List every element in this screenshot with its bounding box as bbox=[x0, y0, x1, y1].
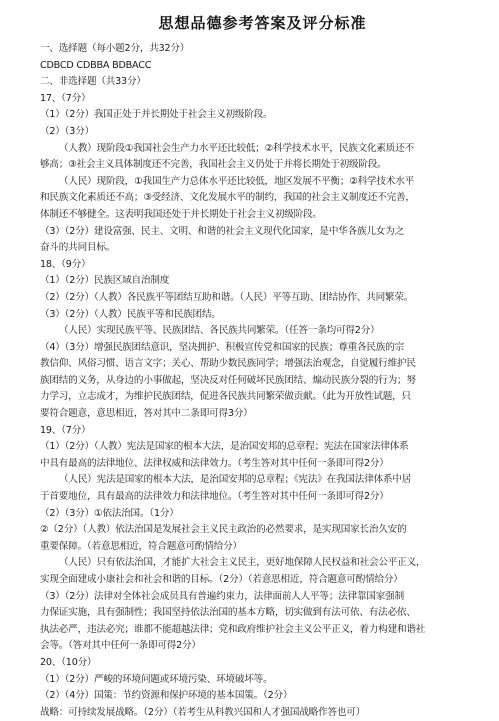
text-line: 要符合题意，意思相近，答对其中二条即可得3分） bbox=[40, 408, 253, 420]
text-line: （人民）现阶段，①我国生产力总体水平还比较低，地区发展不平衡；②科学技术水平 bbox=[59, 175, 414, 187]
text-line: 执法必严，违法必究；谁都不能超越法律；党和政府维护社会主义公平正义，着力构建和谐社 bbox=[40, 623, 426, 635]
text-line: 族团结的义务，从身边的小事做起，坚决反对任何破坏民族团结、煽动民族分裂的行为；努 bbox=[40, 374, 416, 386]
text-line: 体制还不够健全。这表明我国还处于并长期处于社会主义初级阶段。 bbox=[40, 208, 322, 220]
text-line: （人教）现阶段①我国社会生产力水平还比较低；②科学技术水平，民族文化素质还不 bbox=[59, 142, 414, 154]
text-line: （人民）宪法是国家的根本大法，是治国安邦的总章程；《宪法》在我国法律体系中居 bbox=[59, 474, 412, 486]
text-line: 二、非选择题（共33分） bbox=[40, 76, 146, 88]
text-line: 中具有最高的法律地位、法律权威和法律效力。（考生答对其中任何一条即可得2分） bbox=[40, 457, 389, 469]
text-line: （2）（3分）①依法治国。（1分） bbox=[40, 507, 179, 519]
text-line: （2）（4分）国策：节约资源和保护环境的基本国策。（2分） bbox=[40, 690, 293, 702]
document-body bbox=[40, 41, 485, 721]
text-line: （1）（2分）民族区域自治制度 bbox=[40, 275, 170, 287]
text-line: （2）（3分） bbox=[40, 125, 94, 137]
text-line: 力学习，立志成才，为维护民族团结，促进各民族共同繁荣做贡献。（此为开放性试题，只 bbox=[40, 391, 411, 403]
page-title: 思想品德参考答案及评分标准 bbox=[158, 14, 367, 32]
text-line: 20、（10分） bbox=[40, 656, 97, 668]
text-line: 教信仰、风俗习惯、语言文字；关心、帮助少数民族同学；增强法治观念，自觉履行维护民 bbox=[40, 358, 416, 370]
text-line: （3）（2分）建设富强、民主、文明、和谐的社会主义现代化国家，是中华各族儿女为之 bbox=[40, 225, 404, 237]
text-line: （1）（2分）严峻的环境问题或环境污染、环境破坏等。 bbox=[40, 673, 273, 685]
text-line: ②（2分）（人教）依法治国是发展社会主义民主政治的必然要求，是实现国家长治久安的 bbox=[40, 524, 407, 536]
text-line: 于首要地位，具有最高的法律效力和法律地位。（考生答对其中任何一条即可得2分） bbox=[40, 491, 389, 503]
text-line: 战略：可持续发展战略。（2分）（若考生从科教兴国和人才强国战略作答也可） bbox=[40, 706, 366, 718]
text-line: （人民）只有依法治国，才能扩大社会主义民主，更好地保障人民权益和社会公平正义， bbox=[59, 557, 426, 569]
text-line: 实现全面建成小康社会和社会和谐的目标。（2分）（若意思相近，符合题意可酌情给分） bbox=[40, 574, 403, 585]
text-line: （人民）实现民族平等、民族团结、各民族共同繁荣。（任答一条均可得2分） bbox=[59, 325, 380, 337]
text-line: 和民族文化素质还不高；③受经济、文化发展水平的制约，我国的社会主义制度还不完善， bbox=[40, 192, 415, 204]
text-line: （2）（2分）（人教）各民族平等团结互助和谐。（人民）平等互助、团结协作、共同繁荣。 bbox=[40, 291, 414, 303]
text-line: 会等。（答对其中任何一条即可得2分） bbox=[40, 640, 201, 652]
text-line: （3）（2分）（人教）民族平等和民族团结。 bbox=[40, 308, 221, 320]
text-line: 17、（7分） bbox=[40, 92, 91, 104]
text-line: 19、（7分） bbox=[40, 424, 91, 436]
text-line: 一、选择题（每小题2分，共32分） bbox=[40, 43, 190, 54]
text-line: 够高；③社会主义具体制度还不完善，我国社会主义仍处于并将长期处于初级阶段。 bbox=[40, 159, 387, 171]
text-line: 力保证实施，具有强制性；我国坚持依法治国的基本方略，切实做到有法可依、有法必依、 bbox=[40, 607, 416, 619]
text-line: （1）（2分）（人教）宪法是国家的根本大法，是治国安邦的总章程；宪法在国家法律体系 bbox=[40, 441, 409, 453]
text-line: CDBCD CDBBA BDBACC bbox=[40, 59, 152, 71]
text-line: 18、（9分） bbox=[40, 258, 91, 270]
text-line: 重要保障。（若意思相近，符合题意可酌情给分） bbox=[40, 540, 242, 552]
text-line: （1）（2分）我国正处于并长期处于社会主义初级阶段。 bbox=[40, 109, 273, 121]
text-line: （4）（3分）增强民族团结意识，坚决拥护、积极宣传党和国家的民族；尊重各民族的宗 bbox=[40, 341, 404, 353]
text-line: 奋斗的共同目标。 bbox=[40, 242, 116, 254]
text-line: （3）（2分）法律对全体社会成员具有普遍约束力，法律面前人人平等；法律靠国家强制 bbox=[40, 590, 404, 602]
